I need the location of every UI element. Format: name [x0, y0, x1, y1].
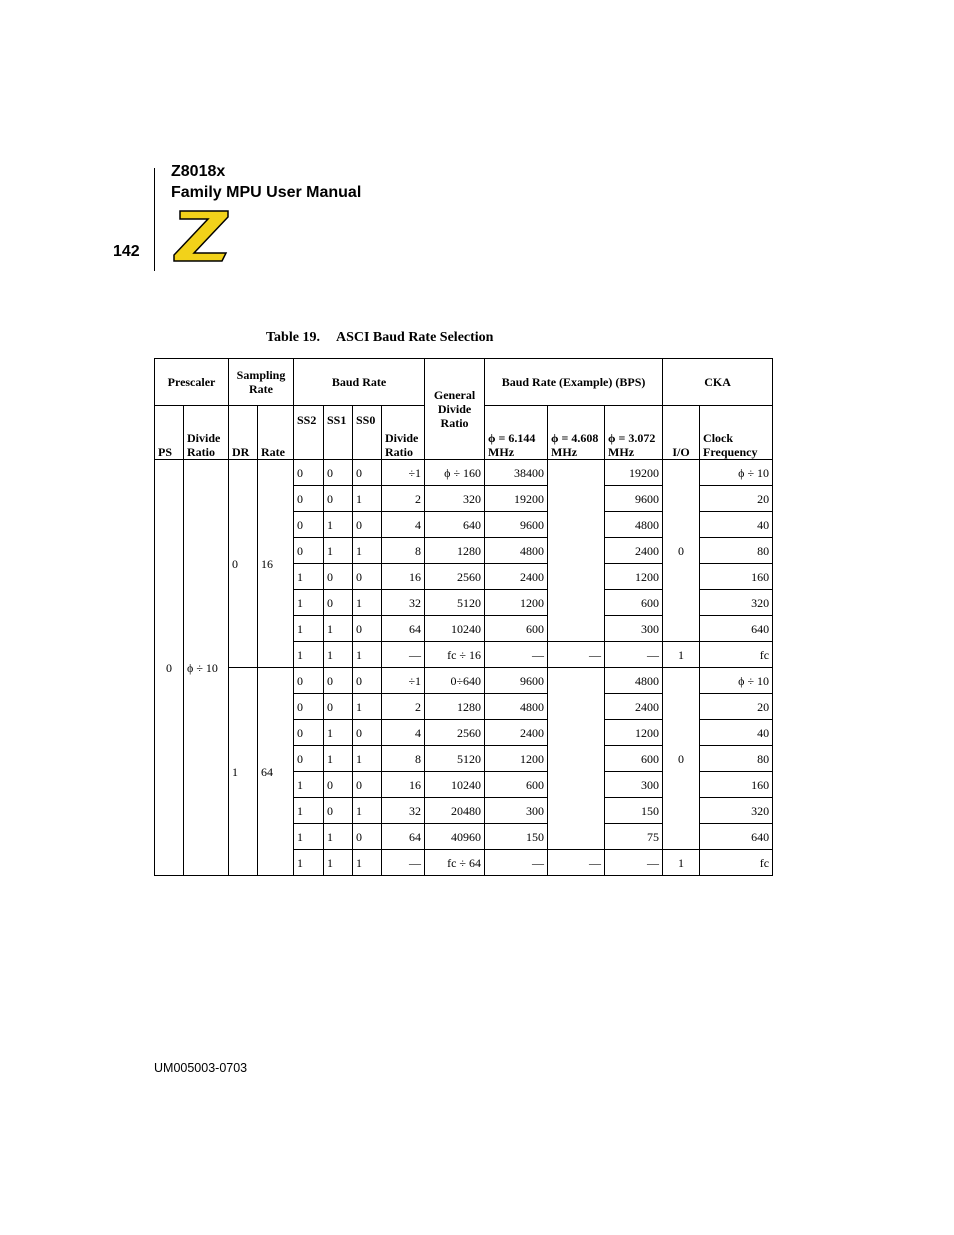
table-value: 600 — [485, 772, 548, 798]
ss-bit: 0 — [324, 590, 353, 616]
table-value: 8 — [382, 538, 425, 564]
table-value: 1 — [324, 642, 353, 668]
ss0-header: SS0 — [353, 406, 382, 460]
ss-bit: 1 — [353, 694, 382, 720]
freq-3072-value: 300 — [605, 772, 663, 798]
ss-bit: 0 — [294, 512, 324, 538]
clock-frequency-value: ϕ ÷ 10 — [700, 668, 773, 694]
table-value: fc ÷ 16 — [425, 642, 485, 668]
clock-frequency-value: 160 — [700, 564, 773, 590]
clock-frequency-value: 20 — [700, 486, 773, 512]
table-value: 600 — [485, 616, 548, 642]
freq-4608-empty — [548, 460, 605, 642]
freq-3072-value: 4800 — [605, 512, 663, 538]
document-id: UM005003-0703 — [154, 1061, 248, 1075]
ss-bit: 0 — [353, 512, 382, 538]
table-value: — — [548, 850, 605, 876]
table-value: 64 — [382, 616, 425, 642]
ss-bit: 1 — [324, 538, 353, 564]
zilog-logo-icon — [166, 207, 236, 263]
table-value: 1 — [353, 850, 382, 876]
ss-bit: 1 — [294, 824, 324, 850]
clock-frequency-value: 80 — [700, 538, 773, 564]
table-value: fc — [700, 642, 773, 668]
ss-bit: 0 — [324, 668, 353, 694]
ss-bit: 0 — [353, 564, 382, 590]
clock-frequency-value: ϕ ÷ 10 — [700, 460, 773, 486]
io-header: I/O — [663, 406, 700, 460]
table-value: — — [382, 850, 425, 876]
table-title: ASCI Baud Rate Selection — [335, 330, 494, 345]
ss-bit: 1 — [324, 616, 353, 642]
clock-frequency-header: Clock Frequency — [700, 406, 773, 460]
ss-bit: 0 — [294, 668, 324, 694]
freq-3072-value: 19200 — [605, 460, 663, 486]
freq-3072-value: 1200 — [605, 564, 663, 590]
clock-frequency-value: 640 — [700, 824, 773, 850]
ss-bit: 0 — [353, 668, 382, 694]
table-value: 16 — [382, 564, 425, 590]
table-value: 1280 — [425, 538, 485, 564]
table-value: 1 — [324, 850, 353, 876]
freq-3072-value: 4800 — [605, 668, 663, 694]
table-value: — — [485, 642, 548, 668]
general-divide-ratio-header: General Divide Ratio — [425, 359, 485, 460]
ss-bit: 1 — [294, 772, 324, 798]
header-divider — [154, 168, 155, 271]
io-value: 1 — [663, 642, 700, 668]
table-value: 2 — [382, 486, 425, 512]
baud-rate-table — [154, 358, 773, 876]
ss-bit: 1 — [353, 538, 382, 564]
table-value: 2560 — [425, 720, 485, 746]
table-value: 1 — [353, 642, 382, 668]
table-value: 4800 — [485, 694, 548, 720]
table-value: 32 — [382, 798, 425, 824]
table-value: 4 — [382, 720, 425, 746]
clock-frequency-value: 640 — [700, 616, 773, 642]
ss-bit: 1 — [353, 746, 382, 772]
prescaler-ratio-value: ϕ ÷ 10 — [184, 460, 229, 876]
prescaler-header: Prescaler — [155, 359, 229, 406]
manual-subtitle: Family MPU User Manual — [171, 184, 362, 201]
table-value: 4800 — [485, 538, 548, 564]
ss-bit: 1 — [353, 486, 382, 512]
ss-bit: 0 — [353, 824, 382, 850]
table-value: ÷1 — [382, 668, 425, 694]
table-value: — — [548, 642, 605, 668]
table-value: — — [485, 850, 548, 876]
freq-3072-value: 150 — [605, 798, 663, 824]
table-value: 10240 — [425, 772, 485, 798]
ss-bit: 0 — [294, 486, 324, 512]
clock-frequency-value: 80 — [700, 746, 773, 772]
table-value: fc ÷ 64 — [425, 850, 485, 876]
freq-6144-header: ϕ = 6.144 MHz — [485, 406, 548, 460]
io-value: 1 — [663, 850, 700, 876]
table-value: 9600 — [485, 512, 548, 538]
ss-bit: 1 — [294, 616, 324, 642]
table-value: 8 — [382, 746, 425, 772]
ss-bit: 0 — [324, 564, 353, 590]
table-value: 16 — [382, 772, 425, 798]
rate-header: Rate — [258, 406, 294, 460]
divide-ratio-header: Divide Ratio — [184, 406, 229, 460]
clock-frequency-value: 320 — [700, 590, 773, 616]
table-value: 5120 — [425, 590, 485, 616]
ss-bit: 0 — [353, 460, 382, 486]
page-number: 142 — [113, 243, 140, 260]
clock-frequency-value: 40 — [700, 720, 773, 746]
dr-header: DR — [229, 406, 258, 460]
ss-bit: 1 — [294, 564, 324, 590]
ss-bit: 0 — [294, 746, 324, 772]
table-value: 320 — [425, 486, 485, 512]
freq-3072-value: 75 — [605, 824, 663, 850]
ps-value: 0 — [155, 460, 184, 876]
freq-4608-empty — [548, 668, 605, 850]
clock-frequency-value: 320 — [700, 798, 773, 824]
table-value: 640 — [425, 512, 485, 538]
clock-frequency-value: 20 — [700, 694, 773, 720]
ss-bit: 0 — [324, 460, 353, 486]
ss1-header: SS1 — [324, 406, 353, 460]
table-value: 1200 — [485, 590, 548, 616]
table-value: 1200 — [485, 746, 548, 772]
ss-bit: 0 — [353, 616, 382, 642]
freq-4608-header: ϕ = 4.608 MHz — [548, 406, 605, 460]
table-body — [155, 460, 773, 876]
baud-divide-ratio-header: Divide Ratio — [382, 406, 425, 460]
ss-bit: 1 — [294, 590, 324, 616]
ss-bit: 1 — [324, 824, 353, 850]
table-value: 150 — [485, 824, 548, 850]
table-value: 40960 — [425, 824, 485, 850]
table-value: 2400 — [485, 720, 548, 746]
table-value: 1280 — [425, 694, 485, 720]
table-value: 20480 — [425, 798, 485, 824]
ps-header: PS — [155, 406, 184, 460]
table-value: 2 — [382, 694, 425, 720]
table-value: fc — [700, 850, 773, 876]
io-value: 0 — [663, 460, 700, 642]
ss-bit: 0 — [324, 798, 353, 824]
ss-bit: 0 — [324, 486, 353, 512]
ss-bit: 0 — [294, 720, 324, 746]
ss-bit: 0 — [294, 694, 324, 720]
ss-bit: 1 — [353, 798, 382, 824]
table-value: 10240 — [425, 616, 485, 642]
table-value: 300 — [485, 798, 548, 824]
table-value: 38400 — [485, 460, 548, 486]
table-value: 4 — [382, 512, 425, 538]
freq-3072-header: ϕ = 3.072 MHz — [605, 406, 663, 460]
baud-example-header: Baud Rate (Example) (BPS) — [485, 359, 663, 406]
table-value: 19200 — [485, 486, 548, 512]
table-value: ϕ ÷ 160 — [425, 460, 485, 486]
ss-bit: 0 — [294, 538, 324, 564]
clock-frequency-value: 160 — [700, 772, 773, 798]
freq-3072-value: 600 — [605, 590, 663, 616]
table-value: 1 — [294, 642, 324, 668]
table-value: 1 — [294, 850, 324, 876]
clock-frequency-value: 40 — [700, 512, 773, 538]
table-value: — — [605, 850, 663, 876]
cka-header: CKA — [663, 359, 773, 406]
ss-bit: 0 — [324, 694, 353, 720]
table-number: Table 19. — [266, 330, 320, 345]
freq-3072-value: 2400 — [605, 694, 663, 720]
io-value: 0 — [663, 668, 700, 850]
table-value: 32 — [382, 590, 425, 616]
freq-3072-value: 2400 — [605, 538, 663, 564]
ss-bit: 1 — [294, 798, 324, 824]
freq-3072-value: 300 — [605, 616, 663, 642]
freq-3072-value: 600 — [605, 746, 663, 772]
ss-bit: 1 — [324, 720, 353, 746]
ss-bit: 1 — [324, 746, 353, 772]
table-value: 2400 — [485, 564, 548, 590]
table-value: ÷1 — [382, 460, 425, 486]
table-value: 0÷640 — [425, 668, 485, 694]
ss-bit: 0 — [353, 720, 382, 746]
dr-value: 1 — [229, 668, 258, 876]
table-value: — — [605, 642, 663, 668]
table-value: 64 — [382, 824, 425, 850]
freq-3072-value: 9600 — [605, 486, 663, 512]
ss2-header: SS2 — [294, 406, 324, 460]
table-value: — — [382, 642, 425, 668]
ss-bit: 0 — [294, 460, 324, 486]
ss-bit: 1 — [324, 512, 353, 538]
ss-bit: 0 — [324, 772, 353, 798]
table-value: 5120 — [425, 746, 485, 772]
rate-value: 16 — [258, 460, 294, 668]
table-value: 9600 — [485, 668, 548, 694]
rate-value: 64 — [258, 668, 294, 876]
table-value: 2560 — [425, 564, 485, 590]
baud-rate-header: Baud Rate — [294, 359, 425, 406]
freq-3072-value: 1200 — [605, 720, 663, 746]
manual-title: Z8018x — [171, 163, 226, 180]
sampling-rate-header: Sampling Rate — [229, 359, 294, 406]
ss-bit: 1 — [353, 590, 382, 616]
table-row — [155, 460, 773, 486]
dr-value: 0 — [229, 460, 258, 668]
table-row — [155, 668, 773, 694]
ss-bit: 0 — [353, 772, 382, 798]
table-caption — [266, 330, 493, 346]
